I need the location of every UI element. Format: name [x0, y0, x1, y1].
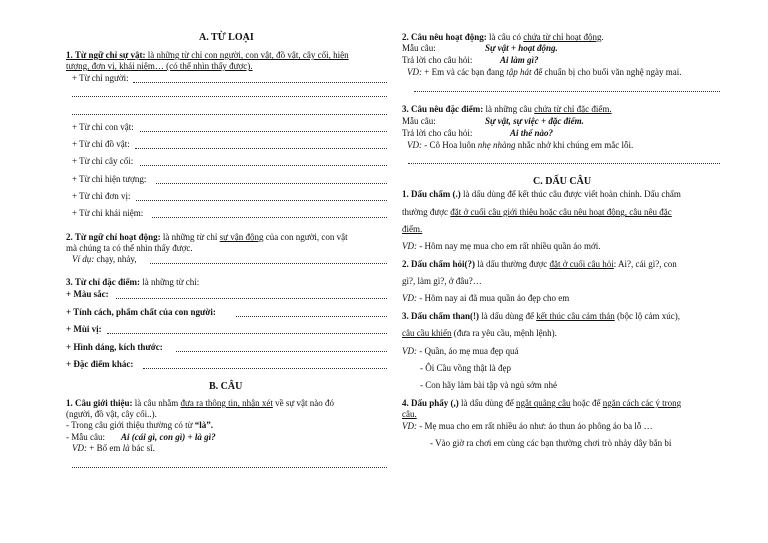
c3-vd-line-1: - Quần, áo mẹ mua đẹp quá	[417, 346, 519, 356]
c4-text-1: là dấu dùng để	[458, 398, 516, 408]
s1-item-tree: + Từ chỉ cây cối:	[72, 156, 134, 166]
fill-line	[152, 217, 387, 218]
s1-label: 1. Từ ngữ chỉ sự vật:	[66, 50, 146, 60]
s1-item-person: + Từ chỉ người:	[72, 73, 129, 83]
fill-line	[140, 131, 387, 132]
b1-vd-text-1: + Bố em	[87, 443, 123, 453]
c3-text-u2: câu cầu khiến	[402, 328, 452, 338]
r2-tl-text: Ai làm gì?	[500, 55, 539, 65]
c2-vd-text: - Hôm nay ai đã mua quần áo đẹp cho em	[417, 293, 570, 303]
c2-vd-label: VD:	[402, 293, 417, 303]
r2-example	[407, 67, 682, 78]
s3-item-other: + Đặc điểm khác:	[66, 359, 134, 369]
r3-vd-text-2: nhắc nhở khi chúng em mắc lỗi.	[515, 140, 634, 150]
c1-vd-label: VD:	[402, 241, 417, 251]
b1-line-1	[66, 398, 334, 409]
c3-line-1	[402, 311, 680, 322]
s3-line-1	[66, 277, 199, 288]
s1-item-phenomenon: + Từ chỉ hiện tượng:	[72, 174, 147, 184]
s1-item-animal: + Từ chỉ con vật:	[72, 122, 134, 132]
c2-text-1: là dấu thường được	[475, 259, 550, 269]
fill-line	[72, 114, 387, 115]
c3-label: 3. Dấu chấm than(!)	[402, 311, 480, 321]
r3-tl-text: Ai thế nào?	[510, 128, 554, 138]
b1-text-u: đưa ra thông tin, nhận xét	[180, 398, 273, 408]
section-c-title: C. DẤU CÂU	[533, 176, 592, 187]
r3-vd-label: VD:	[407, 140, 422, 150]
fill-line	[133, 82, 387, 83]
r2-line-1	[402, 32, 604, 43]
fill-line	[156, 183, 387, 184]
b1-line-1b: “là”.	[194, 420, 214, 430]
c1-line-3: điểm.	[402, 224, 423, 234]
section-b-title: B. CÂU	[209, 381, 243, 392]
c1-vd-text: - Hôm nay mẹ mua cho em rất nhiều quần áo mới.	[417, 241, 601, 251]
b1-line-2: (người, đồ vật, cây cối..).	[66, 409, 157, 419]
fill-line	[116, 298, 387, 299]
s3-item-color: + Màu sắc:	[66, 289, 109, 299]
b1-example	[72, 443, 155, 454]
c1-text-u: đặt ở cuối câu giới thiệu hoặc câu nêu hoạt động, câu nêu đặc	[450, 207, 672, 217]
s2-label: 2. Từ ngữ chỉ hoạt động:	[66, 232, 161, 242]
fill-line	[414, 91, 720, 92]
c4-example-2: - Vào giờ ra chơi em cùng các bạn thường chơi trò nhảy dây bắn bi	[430, 438, 672, 448]
s1-text-3: (có thể nhìn thấy được).	[163, 61, 253, 71]
b1-text-1: là câu nhằm	[132, 398, 181, 408]
c1-line-2	[402, 207, 672, 218]
s3-label: 3. Từ chỉ đặc điểm:	[66, 277, 140, 287]
r3-text-u: chứa từ chỉ đặc điểm.	[534, 104, 612, 114]
fill-line	[136, 200, 387, 201]
r2-label: 2. Câu nêu hoạt động:	[402, 32, 487, 42]
c2-line-2: gì?, làm gì?, ở đâu?…	[402, 276, 482, 286]
c4-vd-text: - Mẹ mua cho em rất nhiều áo như: áo thun áo phông áo ba lỗ …	[417, 421, 653, 431]
r2-text-1: là câu có	[486, 32, 524, 42]
c3-text-3: (đưa ra yêu cầu, mệnh lệnh).	[451, 328, 557, 338]
s3-item-shape: + Hình dáng, kích thước:	[66, 342, 163, 352]
c2-text-u: đặt ở cuối câu hỏi	[549, 259, 614, 269]
s2-line-1	[66, 232, 348, 243]
r3-tl-label: Trả lời cho câu hỏi:	[402, 128, 473, 138]
b1-label: 1. Câu giới thiệu:	[66, 398, 133, 408]
b1-line-1a: - Trong câu giới thiệu thường có từ	[66, 420, 195, 430]
r2-vd-label: VD:	[407, 67, 422, 77]
fill-line	[72, 96, 387, 97]
c4-example-1	[402, 421, 653, 432]
c1-example	[402, 241, 600, 252]
c4-text-u: ngắt quãng câu	[516, 398, 571, 408]
fill-line	[236, 316, 387, 317]
s2-example	[72, 254, 137, 265]
r3-label: 3. Câu nêu đặc điểm:	[402, 104, 484, 114]
c4-line-2: câu.	[402, 409, 417, 419]
s2-text-1: là những từ chỉ	[160, 232, 220, 242]
s3-item-taste: + Mùi vị:	[66, 324, 102, 334]
c4-vd-label: VD:	[402, 421, 417, 431]
fill-line	[135, 148, 387, 149]
r3-example	[407, 140, 633, 151]
s2-text-u: sự vận động	[219, 232, 264, 242]
r2-mau-label: Mẫu câu:	[402, 43, 436, 53]
s1-item-object: + Từ chỉ đồ vật:	[72, 139, 130, 149]
c3-text-u: kết thúc câu cảm thán	[536, 311, 615, 321]
s3-item-character: + Tính cách, phẩm chất của con người:	[66, 307, 216, 317]
c3-text-1: là dấu dùng để	[479, 311, 537, 321]
fill-line	[176, 351, 387, 352]
b1-vd-label: VD:	[72, 443, 87, 453]
fill-line	[150, 263, 387, 264]
s1-item-unit: + Từ chỉ đơn vị:	[72, 191, 131, 201]
r2-text-u: chứa từ chỉ hoạt động	[523, 32, 602, 42]
s2-ex-text: chạy, nhảy,	[94, 254, 137, 264]
r3-vd-text-i: nhẹ nhàng	[477, 140, 516, 150]
c2-label: 2. Dấu chấm hỏi(?)	[402, 259, 476, 269]
fill-line	[408, 163, 720, 164]
c3-example-2: - Ôi Cầu vồng thật là đẹp	[420, 363, 511, 373]
fill-line	[143, 368, 387, 369]
b1-text-2: về sự vật nào đó	[272, 398, 334, 408]
b1-mau-label: - Mẫu câu:	[66, 432, 105, 442]
c2-example	[402, 293, 569, 304]
c1-label: 1. Dấu chấm (.)	[402, 189, 461, 199]
s1-item-concept: + Từ chỉ khái niệm:	[72, 208, 144, 218]
c3-line-2	[402, 328, 557, 339]
s1-line-2	[66, 61, 253, 72]
c1-line-1	[402, 189, 681, 200]
r2-tl-label: Trả lời cho câu hỏi:	[402, 55, 473, 65]
b1-vd-text-i: là	[122, 443, 130, 453]
s1-line-1	[66, 50, 349, 61]
c3-example-1	[402, 346, 518, 357]
r3-mau-label: Mẫu câu:	[402, 116, 436, 126]
b1-mau-text: Ai (cái gì, con gì) + là gì?	[121, 432, 216, 442]
r2-vd-text-1: + Em và các bạn đang	[422, 67, 507, 77]
fill-line	[72, 467, 387, 468]
b1-line-3	[66, 420, 213, 431]
c4-text-2: hoặc để	[570, 398, 603, 408]
r3-text-1: là những câu	[483, 104, 535, 114]
c1-text-1: là dấu dùng để kết thúc câu được viết hoàn chỉnh. Dấu chấm	[460, 189, 681, 199]
r2-text-2: .	[601, 32, 604, 42]
c4-line-1	[402, 398, 681, 409]
s2-text-2: của con người, con vật	[263, 232, 348, 242]
s2-ex-label: Ví dụ:	[72, 254, 95, 264]
r2-vd-text-i: tập hát	[506, 67, 532, 77]
c3-example-3: - Con hãy làm bài tập và ngủ sớm nhé	[420, 380, 557, 390]
fill-line	[140, 165, 387, 166]
s3-text: là những từ chỉ:	[140, 277, 200, 287]
c2-text-2: : Ai?, cái gì?, con	[613, 259, 677, 269]
c3-text-2: (bộc lộ cảm xúc),	[614, 311, 680, 321]
s1-text-1: là những từ chỉ con người, con vật, đồ vật, cây cối, hiện	[145, 50, 349, 60]
c4-text-u2: ngăn cách các ý trong	[602, 398, 682, 408]
s2-line-2: mà chúng ta có thể nhìn thấy được.	[66, 243, 193, 253]
r3-vd-text-1: - Cô Hoa luôn	[422, 140, 478, 150]
r3-mau-text: Sự vật, sự việc + đặc điểm.	[485, 116, 584, 126]
fill-line	[107, 333, 387, 334]
section-a-title: A. TỪ LOẠI	[199, 32, 254, 43]
s1-text-2: tượng, đơn vị, khái niệm…	[66, 61, 164, 71]
b1-vd-text-2: bác sĩ.	[129, 443, 155, 453]
c2-line-1	[402, 259, 677, 270]
r3-line-1	[402, 104, 612, 115]
c4-label: 4. Dấu phẩy (,)	[402, 398, 459, 408]
c3-vd-label: VD:	[402, 346, 417, 356]
r2-mau-text: Sự vật + hoạt động.	[485, 43, 558, 53]
c1-text-2: thường được	[402, 207, 451, 217]
r2-vd-text-2: để chuẩn bị cho buổi văn nghệ ngày mai.	[531, 67, 682, 77]
